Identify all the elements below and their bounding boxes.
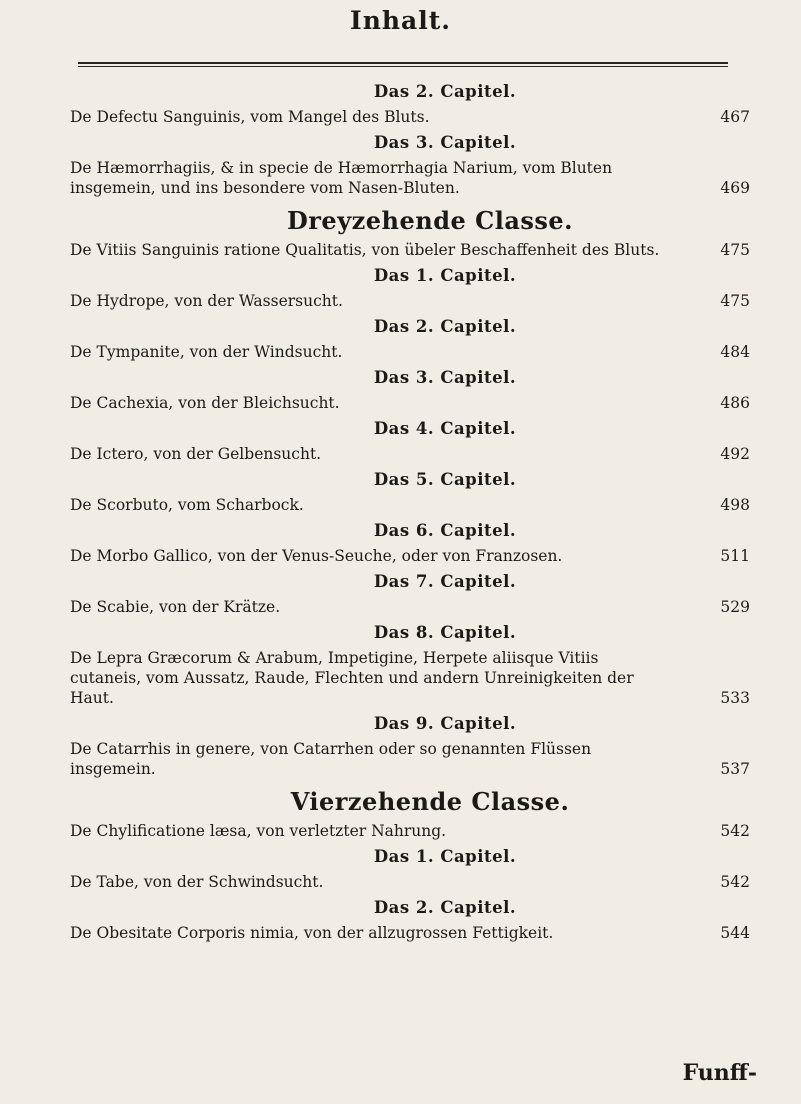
page-header: Inhalt.: [350, 6, 451, 35]
header-rule: [78, 62, 728, 64]
entry-text: De Scabie, von der Krätze.: [70, 598, 281, 616]
entry-page-number: 542: [720, 873, 750, 891]
entry-page-number: 529: [720, 598, 750, 616]
chapter-heading: Das 1. Capitel.: [373, 847, 517, 866]
chapter-heading: Das 9. Capitel.: [373, 714, 517, 733]
entry-page-number: 475: [720, 241, 750, 259]
class-heading: Dreyzehende Classe.: [286, 206, 574, 235]
toc-entry: [70, 648, 750, 708]
chapter-heading: Das 6. Capitel.: [373, 521, 517, 540]
toc-entry: [70, 546, 750, 566]
entry-text: De Obesitate Corporis nimia, von der allzugrossen Fettigkeit.: [70, 924, 554, 942]
toc-entry: [70, 291, 750, 311]
entry-text: De Tympanite, von der Windsucht.: [70, 343, 343, 361]
entry-text: De Lepra Græcorum & Arabum, Impetigine, Herpete aliisque Vitiis cutaneis, vom Aussatz, Raude, Flechten und andern Unreinigkeiten der Haut.: [70, 649, 634, 707]
entry-text: De Vitiis Sanguinis ratione Qualitatis, von übeler Beschaffenheit des Bluts.: [70, 241, 660, 259]
toc-entry: [70, 597, 750, 617]
entry-page-number: 511: [720, 547, 750, 565]
chapter-heading: Das 2. Capitel.: [373, 898, 517, 917]
header-rule-thin: [78, 66, 728, 67]
entry-page-number: 475: [720, 292, 750, 310]
entry-page-number: 537: [720, 760, 750, 778]
table-of-contents: [70, 76, 750, 943]
entry-text: De Cachexia, von der Bleichsucht.: [70, 394, 340, 412]
chapter-heading: Das 3. Capitel.: [373, 133, 517, 152]
chapter-heading: Das 2. Capitel.: [373, 317, 517, 336]
toc-entry: [70, 872, 750, 892]
entry-page-number: 544: [720, 924, 750, 942]
entry-page-number: 486: [720, 394, 750, 412]
chapter-heading: Das 4. Capitel.: [373, 419, 517, 438]
entry-page-number: 542: [720, 822, 750, 840]
chapter-heading: Das 3. Capitel.: [373, 368, 517, 387]
toc-entry: [70, 107, 750, 127]
class-heading: Vierzehende Classe.: [290, 787, 570, 816]
entry-page-number: 533: [720, 689, 750, 707]
toc-entry: [70, 923, 750, 943]
entry-text: De Hæmorrhagiis, & in specie de Hæmorrhagia Narium, vom Bluten insgemein, und ins besondere vom Nasen-Bluten.: [70, 159, 613, 197]
toc-entry: [70, 393, 750, 413]
entry-page-number: 498: [720, 496, 750, 514]
entry-page-number: 469: [720, 179, 750, 197]
entry-text: De Scorbuto, vom Scharbock.: [70, 496, 304, 514]
entry-page-number: 484: [720, 343, 750, 361]
toc-entry: [70, 495, 750, 515]
toc-entry: [70, 444, 750, 464]
chapter-heading: Das 1. Capitel.: [373, 266, 517, 285]
entry-text: De Chylificatione læsa, von verletzter Nahrung.: [70, 822, 447, 840]
toc-entry: [70, 821, 750, 841]
toc-entry: [70, 739, 750, 779]
entry-text: De Defectu Sanguinis, vom Mangel des Bluts.: [70, 108, 430, 126]
toc-entry: [70, 342, 750, 362]
chapter-heading: Das 7. Capitel.: [373, 572, 517, 591]
entry-text: De Ictero, von der Gelbensucht.: [70, 445, 322, 463]
entry-text: De Hydrope, von der Wassersucht.: [70, 292, 343, 310]
toc-entry: [70, 240, 750, 260]
chapter-heading: Das 5. Capitel.: [373, 470, 517, 489]
toc-entry: [70, 158, 750, 198]
entry-text: De Tabe, von der Schwindsucht.: [70, 873, 324, 891]
entry-text: De Morbo Gallico, von der Venus-Seuche, oder von Franzosen.: [70, 547, 563, 565]
chapter-heading: Das 2. Capitel.: [373, 82, 517, 101]
entry-page-number: 467: [720, 108, 750, 126]
entry-page-number: 492: [720, 445, 750, 463]
entry-text: De Catarrhis in genere, von Catarrhen oder so genannten Flüssen insgemein.: [70, 740, 592, 778]
chapter-heading: Das 8. Capitel.: [373, 623, 517, 642]
catchword: Funff-: [682, 1060, 757, 1086]
